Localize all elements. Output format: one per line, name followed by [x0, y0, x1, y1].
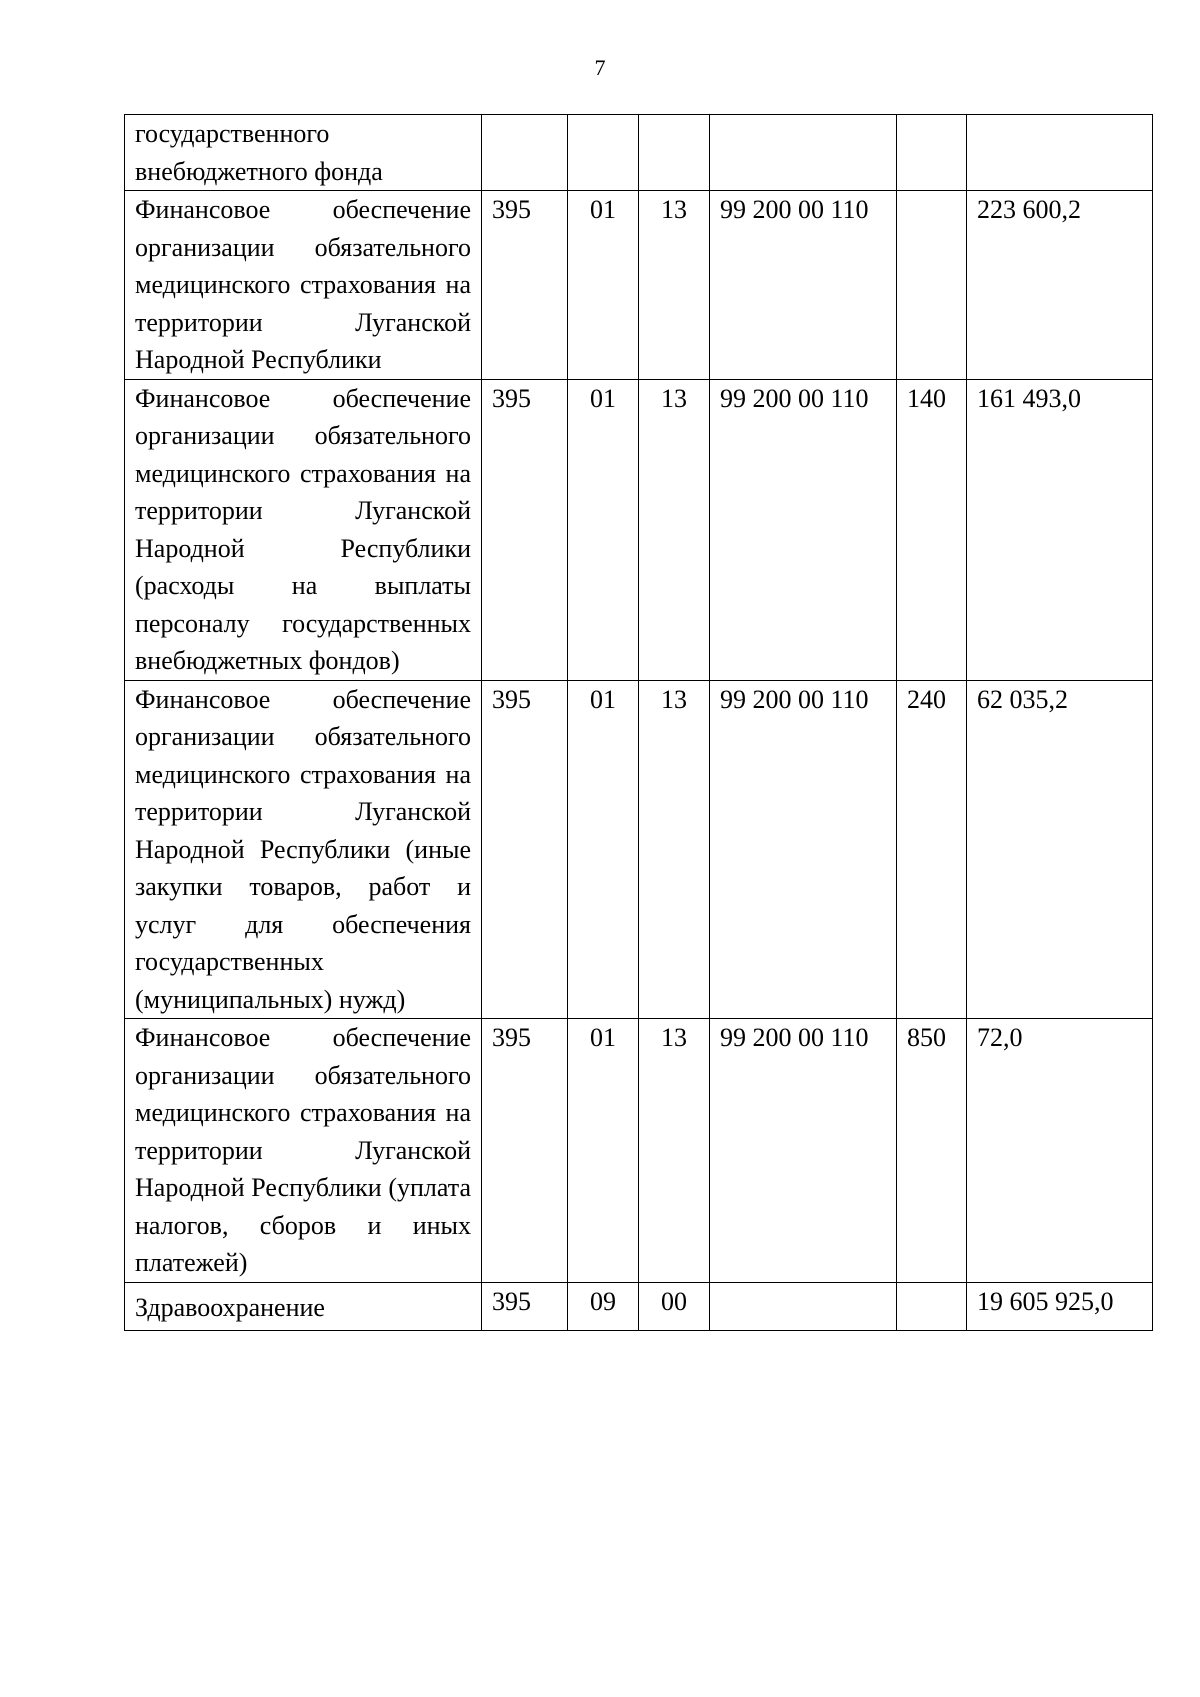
- expense-type-cell: 850: [897, 1019, 967, 1283]
- grbs-cell: 395: [482, 191, 568, 380]
- section-cell: 01: [568, 680, 639, 1019]
- amount-cell: 19 605 925,0: [967, 1282, 1153, 1331]
- amount-cell: 161 493,0: [967, 379, 1153, 680]
- target-article-cell: [710, 115, 897, 191]
- section-cell: 01: [568, 191, 639, 380]
- table-row: [125, 115, 1153, 191]
- grbs-cell: 395: [482, 1282, 568, 1331]
- grbs-cell: 395: [482, 1019, 568, 1283]
- table-row: [125, 191, 1153, 380]
- subsection-cell: 13: [639, 379, 710, 680]
- amount-cell: 72,0: [967, 1019, 1153, 1283]
- section-cell: 09: [568, 1282, 639, 1331]
- subsection-cell: 13: [639, 1019, 710, 1283]
- expense-type-cell: 140: [897, 379, 967, 680]
- expense-type-cell: 240: [897, 680, 967, 1019]
- target-article-cell: [710, 1282, 897, 1331]
- table-row: [125, 680, 1153, 1019]
- grbs-cell: [482, 115, 568, 191]
- section-cell: 01: [568, 1019, 639, 1283]
- table-row: [125, 1019, 1153, 1283]
- row-name-cell: Финансовое обеспечение организации обязательного медицинского страхования на территории Луганской Народной Республики (уплата налогов, сборов и иных платежей): [125, 1019, 482, 1283]
- target-article-cell: 99 200 00 110: [710, 680, 897, 1019]
- section-cell: 01: [568, 379, 639, 680]
- amount-cell: 62 035,2: [967, 680, 1153, 1019]
- row-name-cell: государственного внебюджетного фонда: [125, 115, 482, 191]
- table-row: [125, 379, 1153, 680]
- expense-type-cell: [897, 115, 967, 191]
- target-article-cell: 99 200 00 110: [710, 191, 897, 380]
- section-cell: [568, 115, 639, 191]
- row-name-cell: Здравоохранение: [125, 1282, 482, 1331]
- target-article-cell: 99 200 00 110: [710, 1019, 897, 1283]
- grbs-cell: 395: [482, 379, 568, 680]
- target-article-cell: 99 200 00 110: [710, 379, 897, 680]
- amount-cell: [967, 115, 1153, 191]
- amount-cell: 223 600,2: [967, 191, 1153, 380]
- table-row: [125, 1282, 1153, 1331]
- row-name-cell: Финансовое обеспечение организации обязательного медицинского страхования на территории Луганской Народной Республики: [125, 191, 482, 380]
- row-name-cell: Финансовое обеспечение организации обязательного медицинского страхования на территории Луганской Народной Республики (иные закупки товаров, работ и услуг для обеспечения государственных (муниципальных) нужд): [125, 680, 482, 1019]
- budget-table: [124, 114, 1153, 1331]
- expense-type-cell: [897, 191, 967, 380]
- expense-type-cell: [897, 1282, 967, 1331]
- grbs-cell: 395: [482, 680, 568, 1019]
- subsection-cell: 13: [639, 680, 710, 1019]
- subsection-cell: 13: [639, 191, 710, 380]
- subsection-cell: [639, 115, 710, 191]
- row-name-cell: Финансовое обеспечение организации обязательного медицинского страхования на территории Луганской Народной Республики (расходы на выплаты персоналу государственных внебюджетных фондов): [125, 379, 482, 680]
- subsection-cell: 00: [639, 1282, 710, 1331]
- page-number: 7: [594, 55, 606, 80]
